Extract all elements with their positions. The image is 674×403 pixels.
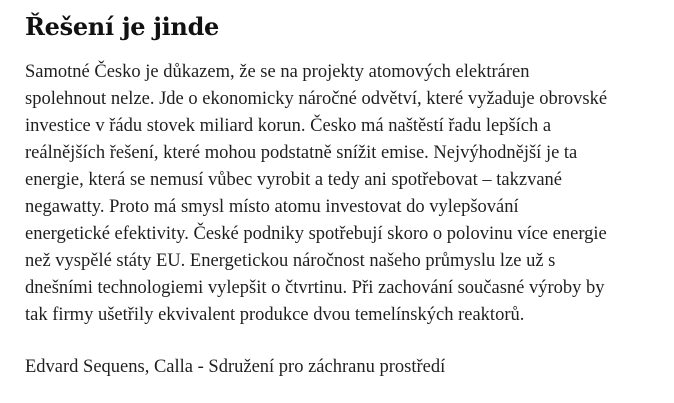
paragraph-line: než vyspělé státy EU. Energetickou náročnost našeho průmyslu lze už s [25, 251, 556, 271]
author-signature: Edvard Sequens, Calla - Sdružení pro záchranu prostředí [25, 357, 446, 377]
paragraph-line: energetické efektivity. České podniky spotřebují skoro o polovinu více energie [25, 224, 607, 244]
paragraph-line: energie, která se nemusí vůbec vyrobit a tedy ani spotřebovat – takzvané [25, 170, 562, 190]
paragraph-line: investice v řádu stovek miliard korun. Česko má naštěstí řadu lepších a [25, 116, 552, 136]
article-heading: Řešení je jinde [25, 12, 220, 41]
paragraph-line: negawatty. Proto má smysl místo atomu investovat do vylepšování [25, 197, 519, 217]
paragraph-line: spolehnout nelze. Jde o ekonomicky náročné odvětví, které vyžaduje obrovské [25, 89, 608, 109]
article-paragraph [25, 59, 665, 329]
paragraph-line: Samotné Česko je důkazem, že se na projekty atomových elektráren [25, 62, 530, 82]
paragraph-line: tak firmy ušetřily ekvivalent produkce dvou temelínských reaktorů. [25, 305, 525, 325]
paragraph-line: dnešními technologiemi vylepšit o čtvrtinu. Při zachování současné výroby by [25, 278, 605, 298]
paragraph-line: reálnějších řešení, které mohou podstatně snížit emise. Nejvýhodnější je ta [25, 143, 578, 163]
